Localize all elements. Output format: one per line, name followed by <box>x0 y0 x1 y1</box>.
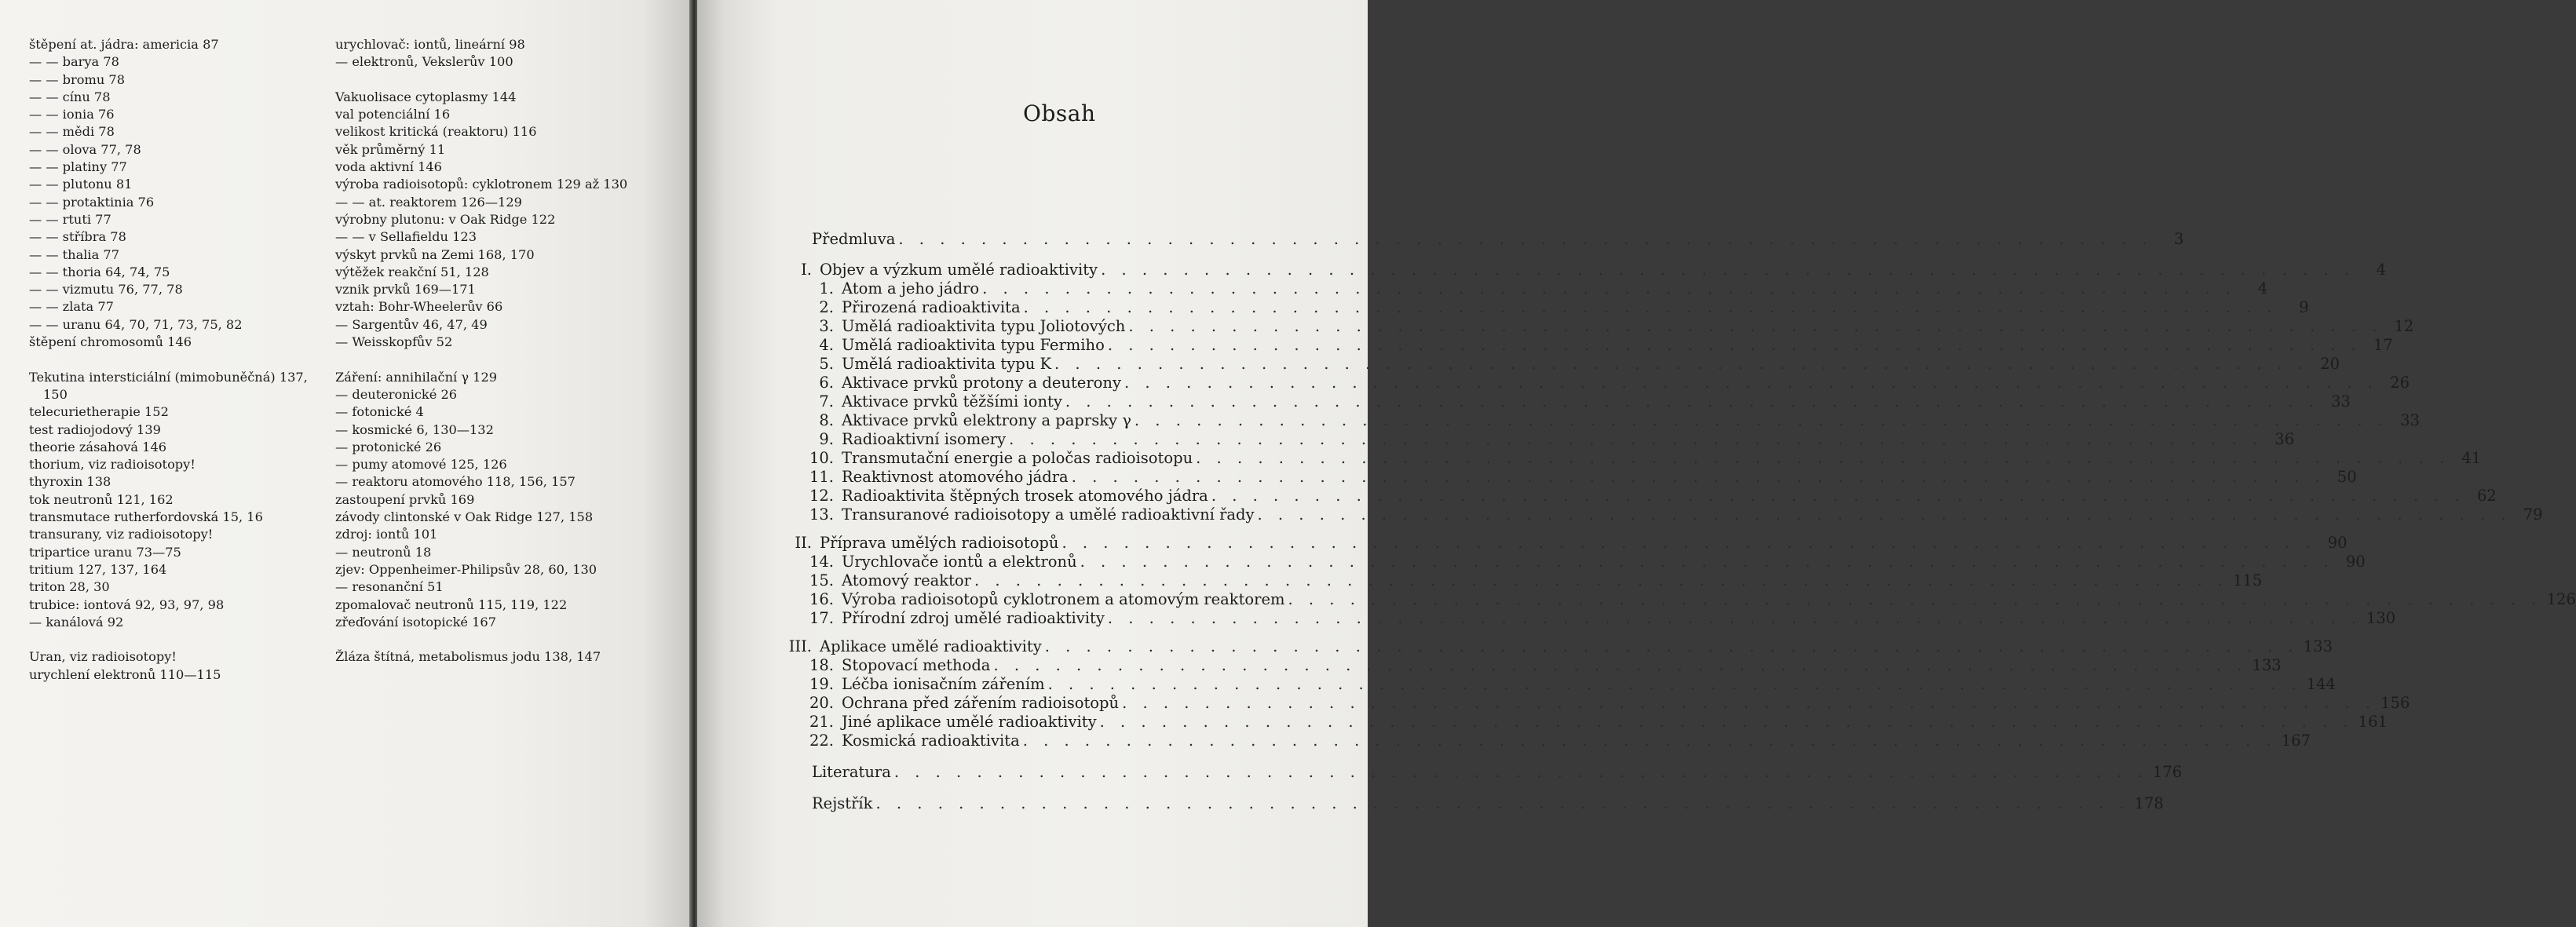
index-entry: — Sargentův 46, 47, 49 <box>335 316 488 332</box>
index-entry: výroba radioisotopů: cyklotronem 129 až 130 <box>335 177 628 192</box>
toc-title: Umělá radioaktivita typu Fermiho <box>842 336 1105 354</box>
toc-leader-dots: . . . . . . . . . . . . . . . . . . . . . . . . . . . . . . . . . . . . . . . . . . . . . . . . . . . . . . . . . . . . . <box>1047 675 2302 693</box>
index-spacer <box>29 631 320 648</box>
index-entry: zjev: Oppenheimer-Philipsův 28, 60, 130 <box>335 561 597 577</box>
toc-number: II. <box>795 534 812 552</box>
toc-number: 5. <box>819 355 834 373</box>
index-entry: výrobny plutonu: v Oak Ridge 122 <box>335 211 556 227</box>
index-entry: zpomalovač neutronů 115, 119, 122 <box>335 597 568 612</box>
toc-leader-dots: . . . . . . . . . . . . . . . . . . . . . . . . . . . . . . . . . . . . . . . . . . . . . . . . . . . . . . . . . . . . . <box>1107 609 2362 627</box>
toc-title: Transmutační energie a poločas radioisotopu <box>842 449 1193 467</box>
toc-entry[interactable] <box>777 534 2348 553</box>
index-entry: štěpení chromosomů 146 <box>29 334 192 350</box>
toc-number: 22. <box>809 732 834 750</box>
toc-title: Atomový reaktor <box>842 571 971 589</box>
toc-title: Aktivace prvků protony a deuterony <box>842 374 1121 392</box>
toc-entry[interactable] <box>804 355 2340 374</box>
index-entry: zřeďování isotopické 167 <box>335 614 497 630</box>
index-entry: Žláza štítná, metabolismus jodu 138, 147 <box>335 649 601 665</box>
index-entry: — fotonické 4 <box>335 404 424 420</box>
toc-leader-dots: . . . . . . . . . . . . . . . . . . . . . . . . . . . . . . . . . . . . . . . . . . . . . . . . . . . . . . . . . . . . . <box>1101 261 2355 279</box>
toc-leader-dots: . . . . . . . . . . . . . . . . . . . . . . . . . . . . . . . . . . . . . . . . . . . . . . . . . . . . . . . . . . . . . <box>875 794 2130 812</box>
toc-number: 3. <box>819 317 834 335</box>
toc-page-number: 9 <box>2299 298 2309 316</box>
toc-page-number: 4 <box>2257 279 2268 297</box>
toc-entry[interactable] <box>804 298 2309 317</box>
toc-page-number: 133 <box>2303 637 2333 655</box>
toc-entry[interactable] <box>804 468 2357 487</box>
toc-title: Objev a výzkum umělé radioaktivity <box>820 261 1098 279</box>
toc-leader-dots: . . . . . . . . . . . . . . . . . . . . . . . . . . . . . . . . . . . . . . . . . . . . . . . . . . . . . . . . . . . . . <box>982 279 2237 297</box>
toc-title: Léčba ionisačním zářením <box>842 675 1045 693</box>
index-entry: — — platiny 77 <box>29 159 127 175</box>
toc-page-number: 79 <box>2523 505 2543 524</box>
index-entry: — neutronů 18 <box>335 544 432 560</box>
toc-title: Radioaktivita štěpných trosek atomového jádra <box>842 487 1208 505</box>
toc-title: Ochrana před zářením radioisotopů <box>842 694 1120 712</box>
toc-title: Jiné aplikace umělé radioaktivity <box>842 713 1097 731</box>
index-entry: — — mědi 78 <box>29 124 115 140</box>
index-entry: — — cínu 78 <box>29 89 111 104</box>
toc-number: 12. <box>809 487 834 505</box>
toc-title: Atom a jeho jádro <box>842 279 980 297</box>
index-entry: — reaktoru atomového 118, 156, 157 <box>335 474 575 490</box>
toc-number: 21. <box>809 713 834 731</box>
toc-page-number: 178 <box>2134 794 2164 812</box>
toc-entry[interactable] <box>804 694 2410 713</box>
index-entry: — kosmické 6, 130—132 <box>335 422 494 437</box>
index-entry: vznik prvků 169—171 <box>335 282 476 297</box>
toc-entry[interactable] <box>804 590 2576 609</box>
index-entry: Uran, viz radioisotopy! <box>29 649 177 665</box>
index-entry: voda aktivní 146 <box>335 159 442 175</box>
toc-entry[interactable] <box>804 279 2268 298</box>
toc-entry[interactable] <box>812 763 2183 782</box>
contents-title: Obsah <box>1023 100 1096 126</box>
toc-page-number: 156 <box>2381 694 2410 712</box>
index-entry: — — uranu 64, 70, 71, 73, 75, 82 <box>29 316 243 332</box>
index-entry: zastoupení prvků 169 <box>335 491 475 507</box>
toc-leader-dots: . . . . . . . . . . . . . . . . . . . . . . . . . . . . . . . . . . . . . . . . . . . . . . . . . . . . . . . . . . . . . <box>1054 355 2309 373</box>
toc-title: Reaktivnost atomového jádra <box>842 468 1069 486</box>
toc-entry[interactable] <box>804 430 2295 449</box>
index-page <box>0 0 691 927</box>
index-entry: — — ionia 76 <box>29 107 115 122</box>
toc-number: 1. <box>819 279 834 297</box>
toc-leader-dots: . . . . . . . . . . . . . . . . . . . . . . . . . . . . . . . . . . . . . . . . . . . . . . . . . . . . . . . . . . . . . <box>1122 694 2377 712</box>
toc-page-number: 130 <box>2366 609 2396 627</box>
toc-leader-dots: . . . . . . . . . . . . . . . . . . . . . . . . . . . . . . . . . . . . . . . . . . . . . . . . . . . . . . . . . . . . . <box>1107 336 2362 354</box>
toc-number: 17. <box>809 609 834 627</box>
toc-entry[interactable] <box>804 411 2420 430</box>
toc-page-number: 90 <box>2345 553 2366 571</box>
index-entry: trubice: iontová 92, 93, 97, 98 <box>29 597 225 612</box>
toc-entry[interactable] <box>777 261 2387 279</box>
toc-leader-dots: . . . . . . . . . . . . . . . . . . . . . . . . . . . . . . . . . . . . . . . . . . . . . . . . . . . . . . . . . . . . . <box>993 656 2248 674</box>
toc-page-number: 115 <box>2233 571 2263 589</box>
index-entry: — resonanční 51 <box>335 579 444 595</box>
toc-number: 8. <box>819 411 834 429</box>
toc-leader-dots: . . . . . . . . . . . . . . . . . . . . . . . . . . . . . . . . . . . . . . . . . . . . . . . . . . . . . . . . . . . . . <box>1257 505 2512 524</box>
toc-entry[interactable] <box>804 392 2351 411</box>
toc-page-number: 50 <box>2337 468 2357 486</box>
toc-page-number: 41 <box>2461 449 2482 467</box>
toc-leader-dots: . . . . . . . . . . . . . . . . . . . . . . . . . . . . . . . . . . . . . . . . . . . . . . . . . . . . . . . . . . . . . <box>974 571 2229 589</box>
toc-entry[interactable] <box>804 571 2263 590</box>
toc-entry[interactable] <box>804 505 2543 524</box>
index-entry: theorie zásahová 146 <box>29 439 167 454</box>
toc-title: Urychlovače iontů a elektronů <box>842 553 1077 571</box>
toc-number: 4. <box>819 336 834 354</box>
toc-title: Aktivace prvků elektrony a paprsky γ <box>842 411 1131 429</box>
index-entry: urychlení elektronů 110—115 <box>29 666 221 682</box>
toc-page-number: 176 <box>2152 763 2183 781</box>
toc-leader-dots: . . . . . . . . . . . . . . . . . . . . . . . . . . . . . . . . . . . . . . . . . . . . . . . . . . . . . . . . . . . . . <box>898 230 2153 248</box>
toc-number: 7. <box>819 392 834 411</box>
toc-page-number: 36 <box>2275 430 2295 448</box>
toc-page-number: 3 <box>2174 230 2184 248</box>
toc-title: Výroba radioisotopů cyklotronem a atomovým reaktorem <box>842 590 1285 608</box>
toc-number: III. <box>788 637 812 655</box>
index-entry: thyroxin 138 <box>29 474 111 490</box>
toc-title: Radioaktivní isomery <box>842 430 1007 448</box>
toc-title: Stopovací methoda <box>842 656 991 674</box>
toc-title: Umělá radioaktivita typu K <box>842 355 1052 373</box>
index-entry: telecurietherapie 152 <box>29 404 169 420</box>
toc-page-number: 62 <box>2477 487 2497 505</box>
toc-page-number: 17 <box>2373 336 2393 354</box>
toc-page-number: 167 <box>2281 732 2311 750</box>
toc-number: 11. <box>809 468 834 486</box>
index-entry: — protonické 26 <box>335 439 442 454</box>
toc-leader-dots: . . . . . . . . . . . . . . . . . . . . . . . . . . . . . . . . . . . . . . . . . . . . . . . . . . . . . . . . . . . . . <box>1022 732 2277 750</box>
toc-title: Příprava umělých radioisotopů <box>820 534 1059 552</box>
index-entry: — — vizmutu 76, 77, 78 <box>29 282 183 297</box>
toc-number: 10. <box>809 449 834 467</box>
index-entry: velikost kritická (reaktoru) 116 <box>335 124 537 140</box>
toc-leader-dots: . . . . . . . . . . . . . . . . . . . . . . . . . . . . . . . . . . . . . . . . . . . . . . . . . . . . . . . . . . . . . <box>1071 468 2326 486</box>
toc-page-number: 12 <box>2394 317 2414 335</box>
index-column-2 <box>335 36 634 666</box>
index-entry: — — stříbra 78 <box>29 229 126 245</box>
toc-page-number: 133 <box>2252 656 2282 674</box>
toc-leader-dots: . . . . . . . . . . . . . . . . . . . . . . . . . . . . . . . . . . . . . . . . . . . . . . . . . . . . . . . . . . . . . <box>1044 637 2299 655</box>
toc-entry[interactable] <box>804 732 2311 750</box>
toc-number: 13. <box>809 505 834 524</box>
index-spacer <box>335 351 634 368</box>
toc-page-number: 126 <box>2546 590 2576 608</box>
index-entry: — — plutonu 81 <box>29 177 133 192</box>
toc-page-number: 20 <box>2320 355 2340 373</box>
toc-title: Aplikace umělé radioaktivity <box>820 637 1042 655</box>
index-entry: triton 28, 30 <box>29 579 110 595</box>
toc-page-number: 161 <box>2358 713 2388 731</box>
toc-number: 6. <box>819 374 834 392</box>
toc-leader-dots: . . . . . . . . . . . . . . . . . . . . . . . . . . . . . . . . . . . . . . . . . . . . . . . . . . . . . . . . . . . . . <box>1061 534 2316 552</box>
toc-title: Literatura <box>812 763 891 781</box>
toc-title: Kosmická radioaktivita <box>842 732 1020 750</box>
toc-entry[interactable] <box>812 794 2164 813</box>
toc-leader-dots: . . . . . . . . . . . . . . . . . . . . . . . . . . . . . . . . . . . . . . . . . . . . . . . . . . . . . . . . . . . . . <box>1080 553 2334 571</box>
index-entry: — — thalia 77 <box>29 246 119 262</box>
toc-leader-dots: . . . . . . . . . . . . . . . . . . . . . . . . . . . . . . . . . . . . . . . . . . . . . . . . . . . . . . . . . . . . . <box>1023 298 2278 316</box>
toc-number: 15. <box>809 571 834 589</box>
toc-entry[interactable] <box>804 609 2396 628</box>
index-entry: — — olova 77, 78 <box>29 141 141 157</box>
index-entry: — deuteronické 26 <box>335 386 458 402</box>
index-entry: transurany, viz radioisotopy! <box>29 527 214 542</box>
toc-page-number: 33 <box>2331 392 2351 411</box>
index-entry: výtěžek reakční 51, 128 <box>335 264 489 279</box>
index-entry: — elektronů, Vekslerův 100 <box>335 54 513 70</box>
toc-number: 9. <box>819 430 834 448</box>
index-entry: tripartice uranu 73—75 <box>29 544 181 560</box>
index-spacer <box>29 351 320 368</box>
index-entry: — kanálová 92 <box>29 614 124 630</box>
index-entry: výskyt prvků na Zemi 168, 170 <box>335 246 535 262</box>
toc-entry[interactable] <box>804 374 2410 392</box>
toc-leader-dots: . . . . . . . . . . . . . . . . . . . . . . . . . . . . . . . . . . . . . . . . . . . . . . . . . . . . . . . . . . . . . <box>1124 374 2379 392</box>
toc-leader-dots: . . . . . . . . . . . . . . . . . . . . . . . . . . . . . . . . . . . . . . . . . . . . . . . . . . . . . . . . . . . . . <box>1196 449 2450 467</box>
toc-page-number: 4 <box>2376 261 2387 279</box>
toc-entry[interactable] <box>804 656 2282 675</box>
toc-title: Přírodní zdroj umělé radioaktivity <box>842 609 1105 627</box>
toc-entry[interactable] <box>804 675 2336 694</box>
toc-title: Přirozená radioaktivita <box>842 298 1021 316</box>
index-entry: vztah: Bohr-Wheelerův 66 <box>335 299 503 315</box>
toc-title: Aktivace prvků těžšími ionty <box>842 392 1062 411</box>
toc-leader-dots: . . . . . . . . . . . . . . . . . . . . . . . . . . . . . . . . . . . . . . . . . . . . . . . . . . . . . . . . . . . . . <box>1009 430 2264 448</box>
index-entry: Vakuolisace cytoplasmy 144 <box>335 89 517 104</box>
index-entry: tritium 127, 137, 164 <box>29 561 167 577</box>
index-entry: test radiojodový 139 <box>29 422 161 437</box>
index-entry: závody clintonské v Oak Ridge 127, 158 <box>335 509 594 525</box>
index-entry: Tekutina intersticiální (mimobuněčná) 137, 150 <box>29 369 308 402</box>
toc-title: Předmluva <box>812 230 896 248</box>
index-entry: — — bromu 78 <box>29 71 126 87</box>
toc-entry[interactable] <box>777 637 2333 656</box>
toc-leader-dots: . . . . . . . . . . . . . . . . . . . . . . . . . . . . . . . . . . . . . . . . . . . . . . . . . . . . . . . . . . . . . <box>1128 317 2383 335</box>
toc-leader-dots: . . . . . . . . . . . . . . . . . . . . . . . . . . . . . . . . . . . . . . . . . . . . . . . . . . . . . . . . . . . . . <box>1065 392 2319 411</box>
toc-entry[interactable] <box>812 230 2184 249</box>
toc-entry[interactable] <box>804 336 2393 355</box>
index-entry: — Weisskopfův 52 <box>335 334 453 350</box>
toc-number: 20. <box>809 694 834 712</box>
index-entry: — pumy atomové 125, 126 <box>335 457 507 473</box>
index-entry: thorium, viz radioisotopy! <box>29 457 195 473</box>
index-entry: transmutace rutherfordovská 15, 16 <box>29 509 263 525</box>
index-entry: — — at. reaktorem 126—129 <box>335 194 522 210</box>
toc-leader-dots: . . . . . . . . . . . . . . . . . . . . . . . . . . . . . . . . . . . . . . . . . . . . . . . . . . . . . . . . . . . . . <box>1211 487 2465 505</box>
index-entry: věk průměrný 11 <box>335 141 446 157</box>
index-entry: — — v Sellafieldu 123 <box>335 229 477 245</box>
toc-number: I. <box>801 261 812 279</box>
toc-entry[interactable] <box>804 487 2497 505</box>
toc-leader-dots: . . . . . . . . . . . . . . . . . . . . . . . . . . . . . . . . . . . . . . . . . . . . . . . . . . . . . . . . . . . . . <box>1099 713 2354 731</box>
toc-title: Umělá radioaktivita typu Joliotových <box>842 317 1126 335</box>
toc-number: 2. <box>819 298 834 316</box>
toc-entry[interactable] <box>804 449 2482 468</box>
toc-entry[interactable] <box>804 317 2414 336</box>
toc-number: 19. <box>809 675 834 693</box>
index-entry: — — protaktinia 76 <box>29 194 155 210</box>
toc-page-number: 26 <box>2390 374 2410 392</box>
toc-number: 16. <box>809 590 834 608</box>
toc-title: Transuranové radioisotopy a umělé radioaktivní řady <box>842 505 1255 524</box>
index-entry: zdroj: iontů 101 <box>335 527 438 542</box>
index-entry: štěpení at. jádra: americia 87 <box>29 37 219 52</box>
toc-entry[interactable] <box>804 553 2366 571</box>
index-spacer <box>335 71 634 89</box>
toc-leader-dots: . . . . . . . . . . . . . . . . . . . . . . . . . . . . . . . . . . . . . . . . . . . . . . . . . . . . . . . . . . . . . <box>1134 411 2388 429</box>
index-entry: — — zlata 77 <box>29 299 114 315</box>
toc-leader-dots: . . . . . . . . . . . . . . . . . . . . . . . . . . . . . . . . . . . . . . . . . . . . . . . . . . . . . . . . . . . . . <box>1288 590 2542 608</box>
toc-number: 18. <box>809 656 834 674</box>
index-entry: tok neutronů 121, 162 <box>29 491 174 507</box>
index-entry: Záření: annihilační γ 129 <box>335 369 498 385</box>
toc-page-number: 33 <box>2400 411 2420 429</box>
index-entry: — — barya 78 <box>29 54 119 70</box>
toc-entry[interactable] <box>804 713 2388 732</box>
index-spacer <box>335 631 634 648</box>
toc-number: 14. <box>809 553 834 571</box>
index-entry: val potenciální 16 <box>335 107 451 122</box>
index-entry: — — rtuti 77 <box>29 211 111 227</box>
index-entry: urychlovač: iontů, lineární 98 <box>335 37 525 52</box>
toc-title: Rejstřík <box>812 794 873 812</box>
toc-page-number: 144 <box>2306 675 2336 693</box>
index-entry: — — thoria 64, 74, 75 <box>29 264 170 279</box>
index-column-1 <box>29 36 320 684</box>
toc-leader-dots: . . . . . . . . . . . . . . . . . . . . . . . . . . . . . . . . . . . . . . . . . . . . . . . . . . . . . . . . . . . . . <box>893 763 2148 781</box>
toc-page-number: 90 <box>2327 534 2348 552</box>
